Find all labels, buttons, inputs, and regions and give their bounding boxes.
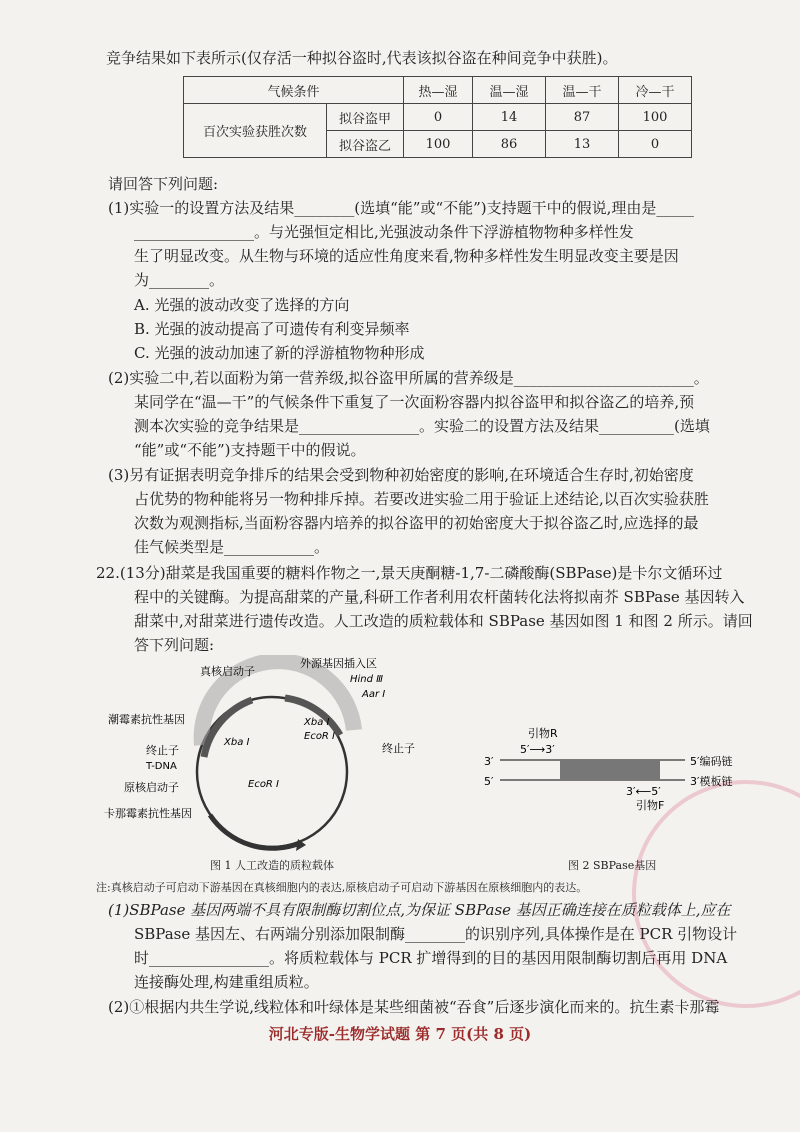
label-ecor1-bottom: EcoR Ⅰ xyxy=(248,779,280,790)
q22-line: 程中的关键酶。为提高甜菜的产量,科研工作者利用农杆菌转化法将拟南芥 SBPase 基因转入 xyxy=(134,588,745,606)
label-primer-f: 引物F xyxy=(636,799,665,812)
label-xba1-left: Xba Ⅰ xyxy=(224,737,250,748)
q22-2-line: (2)①根据内共生学说,线粒体和叶绿体是某些细菌被“吞食”后逐步演化而来的。抗生素卡那霉 xyxy=(108,998,720,1016)
table-col-header: 温—湿 xyxy=(473,77,546,104)
q3-line: 占优势的物种能将另一物种排斥掉。若要改进实验二用于验证上述结论,以百次实验获胜 xyxy=(134,490,709,508)
q1-line: ________________。与光强恒定相比,光强波动条件下浮游植物物种多样性发 xyxy=(134,223,634,241)
table-cell: 86 xyxy=(473,131,546,158)
table-col-header: 温—干 xyxy=(546,77,619,104)
label-template-strand: 3′模板链 xyxy=(690,775,733,788)
label-terminator-right: 终止子 xyxy=(382,742,415,755)
intro-text: 竞争结果如下表所示(仅存活一种拟谷盗时,代表该拟谷盗在种间竞争中获胜)。 xyxy=(106,49,618,67)
q3-line: (3)另有证据表明竞争排斥的结果会受到物种初始密度的影响,在环境适合生存时,初始密度 xyxy=(108,466,694,484)
q22-line: 甜菜中,对甜菜进行遗传改造。人工改造的质粒载体和 SBPase 基因如图 1 和图 2 所示。请回 xyxy=(134,612,753,630)
table-col-header: 冷—干 xyxy=(619,77,692,104)
kanamycin-gene xyxy=(210,815,300,848)
table-cell: 13 xyxy=(546,131,619,158)
table-row-name: 拟谷盗甲 xyxy=(327,104,404,131)
page-footer: 河北专版-生物学试题 第 7 页(共 8 页) xyxy=(268,1025,532,1043)
q2-line: 测本次实验的竞争结果是________________。实验二的设置方法及结果__________(选填 xyxy=(134,417,710,435)
label-3prime-left: 3′ xyxy=(484,755,494,768)
sbpase-gene-box xyxy=(560,760,660,780)
plasmid-figure xyxy=(100,655,440,870)
figure2-caption: 图 2 SBPase基因 xyxy=(568,859,657,872)
note-text: 注:真核启动子可启动下游基因在真核细胞内的表达,原核启动子可启动下游基因在原核细胞内的表达。 xyxy=(96,881,588,894)
q3-line: 佳气候类型是____________。 xyxy=(134,538,330,556)
label-insert-region: 外源基因插入区 xyxy=(300,657,377,670)
label-primer-r-dir: 5′⟶3′ xyxy=(520,743,555,756)
q22-1-line: 时________________。将质粒载体与 PCR 扩增得到的目的基因用限制酶切割后再用 DNA xyxy=(134,949,728,967)
table-row-group: 百次实验获胜次数 xyxy=(184,104,327,158)
label-xba1-right: Xba Ⅰ xyxy=(304,717,330,728)
q22-1-line: SBPase 基因左、右两端分别添加限制酶________的识别序列,具体操作是在 PCR 引物设计 xyxy=(134,925,738,943)
q1-line: 生了明显改变。从生物与环境的适应性角度来看,物种多样性发生明显改变主要是因 xyxy=(134,247,679,265)
q2-line: (2)实验二中,若以面粉为第一营养级,拟谷盗甲所属的营养级是________________________。 xyxy=(108,369,709,387)
option-a: A. 光强的波动改变了选择的方向 xyxy=(134,296,350,314)
table-cell: 100 xyxy=(404,131,473,158)
gene-figure xyxy=(470,725,760,815)
label-hygromycin: 潮霉素抗性基因 xyxy=(108,713,185,726)
label-aar1: Aar Ⅰ xyxy=(362,689,386,700)
q22-line: 答下列问题: xyxy=(134,636,215,654)
competition-table xyxy=(183,76,692,158)
label-ecor1-top: EcoR Ⅰ xyxy=(304,731,336,742)
figure1-caption: 图 1 人工改造的质粒载体 xyxy=(210,859,334,872)
option-b: B. 光强的波动提高了可遗传有利变异频率 xyxy=(134,320,410,338)
label-euk-promoter: 真核启动子 xyxy=(200,665,255,678)
label-5prime-left: 5′ xyxy=(484,775,494,788)
label-primer-f-dir: 3′⟵5′ xyxy=(626,785,661,798)
label-terminator-left: 终止子 xyxy=(146,744,179,757)
label-prok-promoter: 原核启动子 xyxy=(124,781,179,794)
table-header-label: 气候条件 xyxy=(184,77,404,104)
table-cell: 100 xyxy=(619,104,692,131)
q22-1-line: 连接酶处理,构建重组质粒。 xyxy=(134,973,319,991)
q2-line: “能”或“不能”)支持题干中的假说。 xyxy=(134,441,366,459)
q1-line: 为________。 xyxy=(134,271,225,289)
q3-line: 次数为观测指标,当面粉容器内培养的拟谷盗甲的初始密度大于拟谷盗乙时,应选择的最 xyxy=(134,514,699,532)
question-intro: 请回答下列问题: xyxy=(108,175,219,193)
label-t-dna: T-DNA xyxy=(146,761,177,772)
q2-line: 某同学在“温—干”的气候条件下重复了一次面粉容器内拟谷盗甲和拟谷盗乙的培养,预 xyxy=(134,393,695,411)
table-col-header: 热—湿 xyxy=(404,77,473,104)
table-cell: 0 xyxy=(619,131,692,158)
table-cell: 87 xyxy=(546,104,619,131)
table-cell: 14 xyxy=(473,104,546,131)
table-row-name: 拟谷盗乙 xyxy=(327,131,404,158)
label-coding-strand: 5′编码链 xyxy=(690,755,733,768)
q1-line: (1)实验一的设置方法及结果________(选填“能”或“不能”)支持题干中的假说,理由是_____ xyxy=(108,199,694,217)
label-kanamycin: 卡那霉素抗性基因 xyxy=(104,807,192,820)
q22-line: 22.(13分)甜菜是我国重要的糖料作物之一,景天庚酮糖-1,7-二磷酸酶(SBPase)是卡尔文循环过 xyxy=(96,564,723,582)
label-hind3: Hind Ⅲ xyxy=(350,674,384,685)
table-cell: 0 xyxy=(404,104,473,131)
q22-1-line: (1)SBPase 基因两端不具有限制酶切割位点,为保证 SBPase 基因正确连接在质粒载体上,应在 xyxy=(108,901,731,919)
label-primer-r: 引物R xyxy=(528,727,558,740)
option-c: C. 光强的波动加速了新的浮游植物物种形成 xyxy=(134,344,425,362)
